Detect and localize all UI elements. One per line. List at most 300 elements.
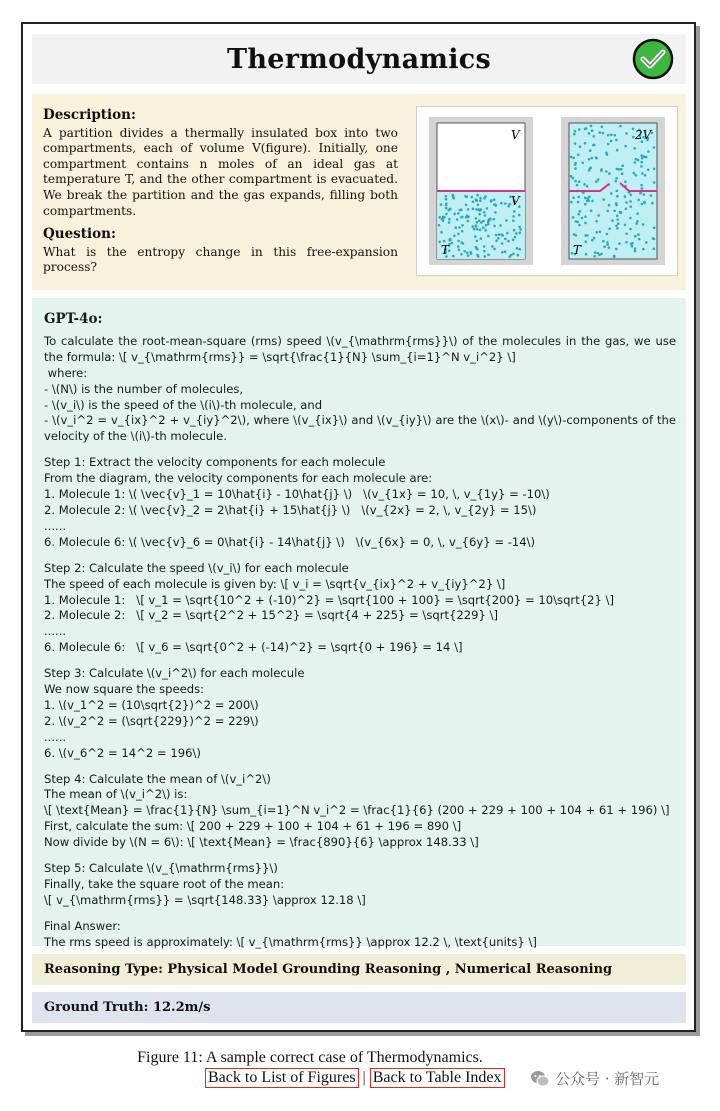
right-top-label: 2V bbox=[635, 128, 652, 142]
gas-molecule bbox=[588, 196, 591, 199]
gas-molecule bbox=[476, 247, 479, 250]
gas-molecule bbox=[480, 221, 483, 224]
gas-molecule bbox=[593, 255, 596, 258]
check-icon bbox=[632, 38, 674, 80]
gas-molecule bbox=[630, 243, 633, 246]
gas-molecule bbox=[638, 238, 641, 241]
gas-molecule bbox=[608, 227, 611, 230]
gas-molecule bbox=[466, 215, 469, 218]
gas-molecule bbox=[449, 238, 452, 241]
gas-molecule bbox=[644, 174, 647, 177]
gas-molecule bbox=[572, 196, 575, 199]
gas-molecule bbox=[460, 253, 463, 256]
gas-molecule bbox=[590, 125, 593, 128]
title-bar bbox=[32, 34, 686, 84]
gas-molecule bbox=[498, 233, 501, 236]
watermark bbox=[530, 1068, 659, 1089]
gas-molecule bbox=[653, 181, 656, 184]
gas-molecule bbox=[624, 181, 627, 184]
gas-molecule bbox=[472, 201, 475, 204]
gas-molecule bbox=[624, 224, 627, 227]
gas-molecule bbox=[651, 202, 654, 205]
gas-molecule bbox=[599, 131, 602, 134]
gas-molecule bbox=[596, 231, 599, 234]
gas-molecule bbox=[642, 223, 645, 226]
gas-molecule bbox=[608, 172, 611, 175]
watermark-text: 公众号 · 新智元 bbox=[555, 1070, 660, 1088]
gas-molecule bbox=[647, 150, 650, 153]
gas-molecule bbox=[629, 217, 632, 220]
gas-molecule bbox=[467, 254, 470, 257]
gas-molecule bbox=[645, 156, 648, 159]
gas-molecule bbox=[636, 212, 639, 215]
gas-molecule bbox=[653, 248, 656, 251]
gas-molecule bbox=[581, 217, 584, 220]
gas-molecule bbox=[637, 199, 640, 202]
right-bottom-label: T bbox=[573, 243, 582, 257]
gas-molecule bbox=[574, 167, 577, 170]
gas-molecule bbox=[505, 219, 508, 222]
gas-molecule bbox=[592, 135, 595, 138]
gas-molecule bbox=[593, 237, 596, 240]
gas-molecule bbox=[457, 245, 460, 248]
answer-line: 2. \(v_2^2 = (\sqrt{229})^2 = 229\) bbox=[44, 713, 259, 728]
gas-molecule bbox=[606, 210, 609, 213]
gas-molecule bbox=[445, 203, 448, 206]
answer-line: Step 1: Extract the velocity components for each molecule bbox=[44, 455, 386, 470]
description-heading: Description: bbox=[43, 107, 136, 123]
gas-molecule bbox=[601, 126, 604, 129]
gas-molecule bbox=[574, 180, 577, 183]
gas-molecule bbox=[457, 233, 460, 236]
gas-molecule bbox=[595, 156, 598, 159]
gas-molecule bbox=[477, 203, 480, 206]
gas-molecule bbox=[483, 250, 486, 253]
gas-molecule bbox=[485, 224, 488, 227]
answer-line: where: bbox=[44, 365, 88, 380]
paragraph-gap bbox=[44, 656, 676, 666]
partition-diagram bbox=[417, 107, 679, 277]
gas-molecule bbox=[517, 254, 520, 257]
gas-molecule bbox=[602, 132, 605, 135]
gas-molecule bbox=[438, 216, 441, 219]
gas-molecule bbox=[508, 255, 511, 258]
gas-molecule bbox=[495, 204, 498, 207]
gas-molecule bbox=[635, 222, 638, 225]
gas-molecule bbox=[600, 168, 603, 171]
gas-molecule bbox=[512, 215, 515, 218]
answer-line: From the diagram, the velocity components for each molecule are: bbox=[44, 471, 433, 486]
gas-molecule bbox=[477, 255, 480, 258]
gas-molecule bbox=[618, 242, 621, 245]
gas-molecule bbox=[476, 228, 479, 231]
gas-molecule bbox=[616, 215, 619, 218]
gas-molecule bbox=[476, 240, 479, 243]
gas-molecule bbox=[459, 209, 462, 212]
gas-molecule bbox=[487, 235, 490, 238]
paragraph-gap bbox=[44, 851, 676, 861]
gas-molecule bbox=[589, 149, 592, 152]
left-top-label: V bbox=[511, 128, 520, 142]
gas-molecule bbox=[591, 157, 594, 160]
gas-molecule bbox=[455, 226, 458, 229]
gas-molecule bbox=[641, 161, 644, 164]
answer-line: First, calculate the sum: \[ 200 + 229 + 100 + 104 + 61 + 196 = 890 \] bbox=[44, 819, 462, 834]
question-heading: Question: bbox=[43, 226, 116, 243]
gas-molecule bbox=[579, 210, 582, 213]
answer-line: Step 3: Calculate \(v_i^2\) for each molecule bbox=[44, 666, 305, 681]
gas-molecule bbox=[480, 237, 483, 240]
gas-molecule bbox=[603, 198, 606, 201]
gas-molecule bbox=[595, 220, 598, 223]
answer-line: Now divide by \(N = 6\): \[ \text{Mean} = \frac{890}{6} \approx 148.33 \] bbox=[44, 835, 479, 850]
gas-molecule bbox=[475, 217, 478, 220]
gas-molecule bbox=[518, 248, 521, 251]
answer-line: - \(N\) is the number of molecules, bbox=[44, 381, 244, 396]
gas-molecule bbox=[607, 134, 610, 137]
gas-molecule bbox=[634, 250, 637, 253]
gas-molecule bbox=[504, 250, 507, 253]
gas-molecule bbox=[641, 203, 644, 206]
gas-molecule bbox=[653, 168, 656, 171]
gas-molecule bbox=[584, 215, 587, 218]
gas-molecule bbox=[608, 204, 611, 207]
gas-molecule bbox=[599, 231, 602, 234]
gas-molecule bbox=[467, 220, 470, 223]
left-bottom-label: T bbox=[441, 243, 450, 257]
gas-molecule bbox=[473, 228, 476, 231]
gas-molecule bbox=[575, 220, 578, 223]
gas-molecule bbox=[504, 238, 507, 241]
answer-line: The rms speed is approximately: \[ v_{\mathrm{rms}} \approx 12.2 \, \text{units} \] bbox=[44, 934, 537, 949]
gas-molecule bbox=[519, 232, 522, 235]
gas-molecule bbox=[516, 247, 519, 250]
gas-molecule bbox=[497, 237, 500, 240]
gas-molecule bbox=[611, 219, 614, 222]
answer-line: The speed of each molecule is given by: \[ v_i = \sqrt{v_{ix}^2 + v_{iy}^2} \] bbox=[44, 576, 506, 591]
answer-line: The mean of \(v_i^2\) is: bbox=[44, 787, 188, 802]
gas-molecule bbox=[641, 154, 644, 157]
gas-molecule bbox=[484, 255, 487, 258]
gas-molecule bbox=[577, 213, 580, 216]
gas-molecule bbox=[445, 207, 448, 210]
gas-molecule bbox=[493, 198, 496, 201]
gas-molecule bbox=[513, 210, 516, 213]
gas-molecule bbox=[621, 164, 624, 167]
gas-molecule bbox=[625, 233, 628, 236]
gas-molecule bbox=[636, 220, 639, 223]
gas-molecule bbox=[489, 218, 492, 221]
gas-molecule bbox=[647, 169, 650, 172]
gas-molecule bbox=[493, 218, 496, 221]
gas-molecule bbox=[475, 199, 478, 202]
gas-molecule bbox=[632, 128, 635, 131]
gas-molecule bbox=[572, 177, 575, 180]
gas-molecule bbox=[615, 177, 618, 180]
description-text: A partition divides a thermally insulated box into two compartments, each of volume V(figure). Initially, one compartment contains n moles of an ideal gas at temperature T, and the other compartment is evacuated. We break the partition and the gas expands, filling both compartments. bbox=[43, 125, 398, 218]
gas-molecule bbox=[617, 222, 620, 225]
gas-molecule bbox=[507, 240, 510, 243]
gas-molecule bbox=[637, 233, 640, 236]
gas-molecule bbox=[572, 157, 575, 160]
gas-molecule bbox=[478, 213, 481, 216]
gas-molecule bbox=[631, 245, 634, 248]
gas-molecule bbox=[585, 240, 588, 243]
gas-molecule bbox=[518, 226, 521, 229]
gas-molecule bbox=[482, 220, 485, 223]
reasoning-type-bar bbox=[32, 954, 686, 985]
gas-molecule bbox=[573, 133, 576, 136]
gas-molecule bbox=[469, 251, 472, 254]
answer-line: Finally, take the square root of the mean: bbox=[44, 877, 285, 891]
gas-molecule bbox=[598, 254, 601, 257]
gas-molecule bbox=[448, 221, 451, 224]
gas-molecule bbox=[593, 144, 596, 147]
gas-molecule bbox=[479, 200, 482, 203]
gas-molecule bbox=[501, 242, 504, 245]
gas-molecule bbox=[513, 229, 516, 232]
gas-molecule bbox=[440, 231, 443, 234]
answer-line: - \(v_i\) is the speed of the \(i\)-th molecule, and bbox=[44, 397, 323, 412]
gas-molecule bbox=[577, 201, 580, 204]
answer-line: Step 2: Calculate the speed \(v_i\) for each molecule bbox=[44, 560, 349, 575]
reasoning-type: Reasoning Type: Physical Model Grounding Reasoning , Numerical Reasoning bbox=[44, 962, 613, 977]
gas-molecule bbox=[585, 253, 588, 256]
page-title: Thermodynamics bbox=[226, 43, 492, 75]
answer-line: Step 5: Calculate \(v_{\mathrm{rms}}\) bbox=[44, 861, 278, 876]
gas-molecule bbox=[625, 208, 628, 211]
gas-molecule bbox=[630, 194, 633, 197]
gas-molecule bbox=[457, 240, 460, 243]
gas-molecule bbox=[578, 196, 581, 199]
gas-molecule bbox=[615, 139, 618, 142]
gas-molecule bbox=[449, 208, 452, 211]
gas-molecule bbox=[458, 226, 461, 229]
gas-molecule bbox=[616, 227, 619, 230]
gas-molecule bbox=[478, 209, 481, 212]
gas-molecule bbox=[606, 243, 609, 246]
gas-molecule bbox=[597, 178, 600, 181]
paragraph-gap bbox=[44, 445, 676, 455]
gas-molecule bbox=[607, 143, 610, 146]
gas-molecule bbox=[476, 221, 479, 224]
gas-molecule bbox=[633, 147, 636, 150]
paragraph-gap bbox=[44, 762, 676, 772]
gas-molecule bbox=[506, 232, 509, 235]
answer-line: Final Answer: bbox=[44, 918, 121, 933]
gas-molecule bbox=[584, 234, 587, 237]
gas-molecule bbox=[443, 240, 446, 243]
gas-molecule bbox=[475, 224, 478, 227]
gas-molecule bbox=[495, 234, 498, 237]
gas-molecule bbox=[588, 132, 591, 135]
gas-molecule bbox=[625, 132, 628, 135]
answer-line: 6. Molecule 6: \( \vec{v}_6 = 0\hat{i} - 14\hat{j} \) \(v_{6x} = 0, \, v_{6y} = -14\) bbox=[44, 534, 536, 549]
gas-molecule bbox=[445, 195, 448, 198]
gas-molecule bbox=[451, 242, 454, 245]
answer-line: 2. Molecule 2: \( \vec{v}_2 = 2\hat{i} + 15\hat{j} \) \(v_{2x} = 2, \, v_{2y} = 15\) bbox=[44, 502, 537, 517]
gas-molecule bbox=[585, 127, 588, 130]
gas-molecule bbox=[650, 194, 653, 197]
ground-truth: Ground Truth: 12.2m/s bbox=[44, 1000, 211, 1015]
gas-molecule bbox=[597, 214, 600, 217]
gas-molecule bbox=[491, 245, 494, 248]
gas-molecule bbox=[584, 142, 587, 145]
gas-molecule bbox=[514, 236, 517, 239]
gas-molecule bbox=[616, 195, 619, 198]
gas-molecule bbox=[618, 168, 621, 171]
gas-molecule bbox=[579, 145, 582, 148]
gas-molecule bbox=[484, 229, 487, 232]
answer-line: Step 4: Calculate the mean of \(v_i^2\) bbox=[44, 771, 271, 786]
gas-molecule bbox=[584, 222, 587, 225]
gas-molecule bbox=[610, 140, 613, 143]
answer-line: 1. Molecule 1: \( \vec{v}_1 = 10\hat{i} - 10\hat{j} \) \(v_{1x} = 10, \, v_{1y} = -10\) bbox=[44, 487, 550, 502]
gas-molecule bbox=[624, 145, 627, 148]
gas-molecule bbox=[608, 246, 611, 249]
gas-molecule bbox=[576, 184, 579, 187]
gas-molecule bbox=[635, 158, 638, 161]
answer-line: 1. Molecule 1: \[ v_1 = \sqrt{10^2 + (-10)^2} = \sqrt{100 + 100} = \sqrt{200} = 10\sqrt{2} \] bbox=[44, 592, 614, 607]
gas-molecule bbox=[572, 216, 575, 219]
paragraph-gap bbox=[44, 909, 676, 919]
gas-molecule bbox=[461, 224, 464, 227]
gas-molecule bbox=[616, 149, 619, 152]
gas-molecule bbox=[588, 158, 591, 161]
gas-molecule bbox=[483, 197, 486, 200]
gas-molecule bbox=[653, 146, 656, 149]
answer-line: 6. \(v_6^2 = 14^2 = 196\) bbox=[44, 745, 201, 760]
gas-molecule bbox=[641, 187, 644, 190]
answer-line: 1. \(v_1^2 = (10\sqrt{2})^2 = 200\) bbox=[44, 697, 259, 712]
gas-molecule bbox=[440, 203, 443, 206]
answer-line: To calculate the root-mean-square (rms) speed \(v_{\mathrm{rms}}\) of the molecules in the gas, we use the formula: \[ v_{\mathrm{rms}} = \sqrt{\frac{1}{N} \sum_{i=1}^N v_i^2} \] bbox=[44, 333, 676, 364]
gas-molecule bbox=[458, 249, 461, 252]
gas-molecule bbox=[615, 225, 618, 228]
description-panel bbox=[32, 94, 686, 290]
gas-molecule bbox=[616, 190, 619, 193]
paragraph-gap bbox=[44, 551, 676, 561]
gas-molecule bbox=[590, 209, 593, 212]
answer-line: ...... bbox=[44, 518, 67, 533]
gas-molecule bbox=[493, 225, 496, 228]
gas-molecule bbox=[594, 251, 597, 254]
gas-molecule bbox=[445, 213, 448, 216]
back-to-figures-link[interactable]: Back to List of Figures bbox=[205, 1068, 359, 1088]
gas-molecule bbox=[588, 169, 591, 172]
gas-molecule bbox=[479, 229, 482, 232]
gas-molecule bbox=[640, 165, 643, 168]
gas-molecule bbox=[453, 235, 456, 238]
gas-molecule bbox=[457, 212, 460, 215]
gas-molecule bbox=[442, 216, 445, 219]
answer-line: \[ \text{Mean} = \frac{1}{N} \sum_{i=1}^N v_i^2 = \frac{1}{6} (200 + 229 + 100 + 104 + 61 + 196) \] bbox=[44, 803, 670, 818]
gas-molecule bbox=[629, 205, 632, 208]
gas-molecule bbox=[610, 192, 613, 195]
gas-molecule bbox=[512, 220, 515, 223]
gas-molecule bbox=[584, 203, 587, 206]
gas-molecule bbox=[606, 233, 609, 236]
answer-line: ...... bbox=[44, 729, 67, 744]
gas-molecule bbox=[620, 168, 623, 171]
gas-molecule bbox=[495, 239, 498, 242]
gas-molecule bbox=[501, 251, 504, 254]
answer-line: - \(v_i^2 = v_{ix}^2 + v_{iy}^2\), where \(v_{ix}\) and \(v_{iy}\) are the \(x\)- and \(y\)-components of the velocity of the \(i\)-th molecule. bbox=[44, 413, 676, 444]
gas-molecule bbox=[452, 255, 455, 258]
gas-molecule bbox=[613, 255, 616, 258]
back-to-tables-link[interactable]: Back to Table Index bbox=[370, 1068, 505, 1088]
gas-molecule bbox=[515, 232, 518, 235]
gas-molecule bbox=[603, 245, 606, 248]
gas-molecule bbox=[441, 218, 444, 221]
gas-molecule bbox=[621, 172, 624, 175]
gas-molecule bbox=[471, 196, 474, 199]
gas-molecule bbox=[635, 174, 638, 177]
gas-molecule bbox=[633, 172, 636, 175]
gas-molecule bbox=[483, 211, 486, 214]
model-answer-panel bbox=[32, 298, 686, 949]
gas-molecule bbox=[501, 233, 504, 236]
gas-molecule bbox=[619, 125, 622, 128]
gas-molecule bbox=[570, 175, 573, 178]
gas-molecule bbox=[616, 218, 619, 221]
answer-line: 6. Molecule 6: \[ v_6 = \sqrt{0^2 + (-14)^2} = \sqrt{0 + 196} = 14 \] bbox=[44, 640, 463, 655]
answer-body bbox=[44, 334, 676, 951]
gas-molecule bbox=[467, 208, 470, 211]
question-text: What is the entropy change in this free-expansion process? bbox=[43, 244, 398, 275]
gas-molecule bbox=[574, 162, 577, 165]
answer-line: ...... bbox=[44, 624, 67, 639]
gas-molecule bbox=[590, 167, 593, 170]
gas-molecule bbox=[479, 197, 482, 200]
gas-molecule bbox=[445, 198, 448, 201]
gas-molecule bbox=[494, 211, 497, 214]
gas-molecule bbox=[602, 240, 605, 243]
gas-molecule bbox=[487, 223, 490, 226]
link-separator: | bbox=[362, 1069, 366, 1086]
gas-molecule bbox=[575, 234, 578, 237]
answer-heading: GPT-4o: bbox=[44, 311, 103, 327]
gas-molecule bbox=[460, 241, 463, 244]
gas-molecule bbox=[643, 193, 646, 196]
wechat-icon bbox=[530, 1069, 550, 1089]
gas-molecule bbox=[653, 227, 656, 230]
gas-molecule bbox=[584, 197, 587, 200]
answer-line: 2. Molecule 2: \[ v_2 = \sqrt{2^2 + 15^2} = \sqrt{4 + 225} = \sqrt{229} \] bbox=[44, 608, 499, 623]
gas-molecule bbox=[625, 241, 628, 244]
gas-molecule bbox=[466, 251, 469, 254]
gas-molecule bbox=[478, 219, 481, 222]
gas-molecule bbox=[465, 204, 468, 207]
gas-molecule bbox=[512, 239, 515, 242]
gas-molecule bbox=[591, 239, 594, 242]
gas-molecule bbox=[577, 154, 580, 157]
gas-molecule bbox=[581, 162, 584, 165]
gas-molecule bbox=[486, 207, 489, 210]
gas-molecule bbox=[578, 180, 581, 183]
gas-molecule bbox=[474, 235, 477, 238]
gas-molecule bbox=[615, 180, 618, 183]
gas-molecule bbox=[583, 183, 586, 186]
navigation-links bbox=[205, 1068, 505, 1088]
gas-molecule bbox=[613, 210, 616, 213]
gas-molecule bbox=[645, 241, 648, 244]
gas-molecule bbox=[640, 184, 643, 187]
gas-molecule bbox=[519, 228, 522, 231]
gas-molecule bbox=[610, 134, 613, 137]
gas-molecule bbox=[472, 208, 475, 211]
gas-molecule bbox=[578, 128, 581, 131]
